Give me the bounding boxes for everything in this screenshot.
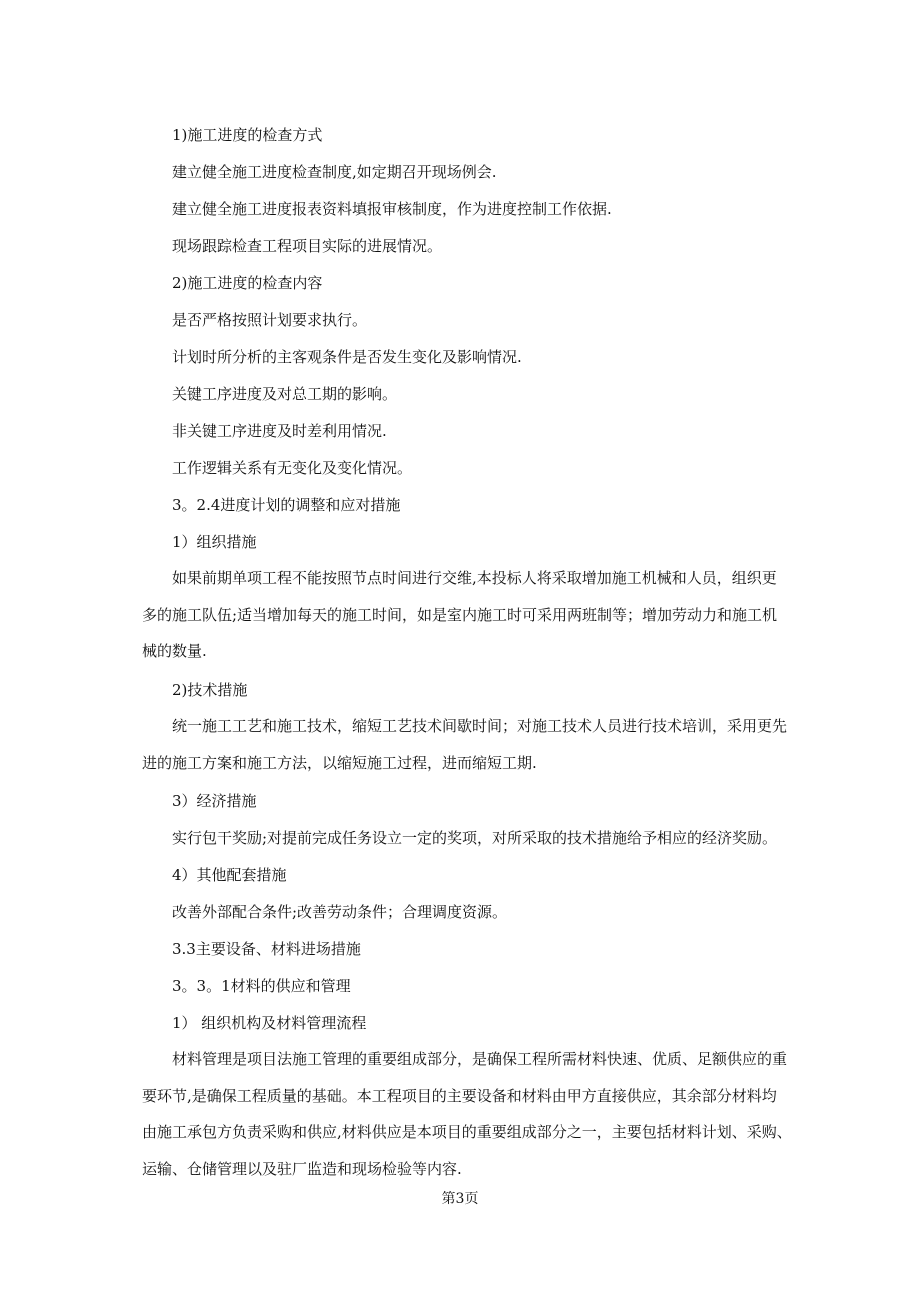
paragraph-line: 统一施工工艺和施工技术，缩短工艺技术间歇时间；对施工技术人员进行技术培训，采用更先	[172, 717, 788, 735]
paragraph-line: 运输、仓储管理以及驻厂监造和现场检验等内容.	[142, 1160, 462, 1179]
subheading-other: 4）其他配套措施	[172, 866, 287, 884]
paragraph-line: 进的施工方案和施工方法，以缩短施工过程，进而缩短工期.	[142, 753, 537, 772]
section-heading-equipment: 3.3主要设备、材料进场措施	[172, 940, 361, 958]
text-line: 实行包干奖励;对提前完成任务设立一定的奖项，对所采取的技术措施给予相应的经济奖励。	[172, 829, 778, 847]
text-line: 非关键工序进度及时差利用情况.	[172, 422, 387, 440]
text-line: 改善外部配合条件;改善劳动条件；合理调度资源。	[172, 903, 508, 921]
section-heading-adjustment: 3。2.4进度计划的调整和应对措施	[172, 496, 401, 514]
text-line: 关键工序进度及对总工期的影响。	[172, 385, 398, 403]
paragraph-organization	[142, 560, 833, 670]
paragraph-material-management	[142, 1041, 833, 1188]
paragraph-technical	[142, 708, 833, 781]
paragraph-line: 械的数量.	[142, 642, 207, 661]
paragraph-line: 材料管理是项目法施工管理的重要组成部分，是确保工程所需材料快速、优质、足额供应的重	[172, 1050, 788, 1068]
text-line: 建立健全施工进度报表资料填报审核制度，作为进度控制工作依据.	[172, 200, 612, 218]
subheading-economic: 3）经济措施	[172, 792, 257, 810]
paragraph-line: 如果前期单项工程不能按照节点时间进行交维,本投标人将采取增加施工机械和人员，组织更	[172, 569, 777, 587]
text-line: 计划时所分析的主客观条件是否发生变化及影响情况.	[172, 348, 522, 366]
subheading-organization-flow: 1） 组织机构及材料管理流程	[172, 1014, 367, 1032]
text-line: 现场跟踪检查工程项目实际的进展情况。	[172, 237, 443, 255]
subheading-check-method: 1)施工进度的检查方式	[172, 126, 323, 144]
subheading-organization: 1）组织措施	[172, 533, 257, 551]
page-number: 第3页	[441, 1191, 479, 1207]
text-line: 工作逻辑关系有无变化及变化情况。	[172, 459, 413, 477]
paragraph-line: 多的施工队伍;适当增加每天的施工时间，如是室内施工时可采用两班制等；增加劳动力和施工机	[142, 605, 778, 624]
paragraph-line: 要环节,是确保工程质量的基础。本工程项目的主要设备和材料由甲方直接供应，其余部分材料均	[142, 1086, 777, 1105]
section-heading-materials: 3。3。1材料的供应和管理	[172, 977, 351, 995]
paragraph-line: 由施工承包方负责采购和供应,材料供应是本项目的重要组成部分之一，主要包括材料计划、采购、	[142, 1123, 792, 1142]
text-line: 是否严格按照计划要求执行。	[172, 311, 368, 329]
subheading-technical: 2)技术措施	[172, 681, 248, 699]
subheading-check-content: 2)施工进度的检查内容	[172, 274, 323, 292]
text-line: 建立健全施工进度检查制度,如定期召开现场例会.	[172, 163, 497, 181]
